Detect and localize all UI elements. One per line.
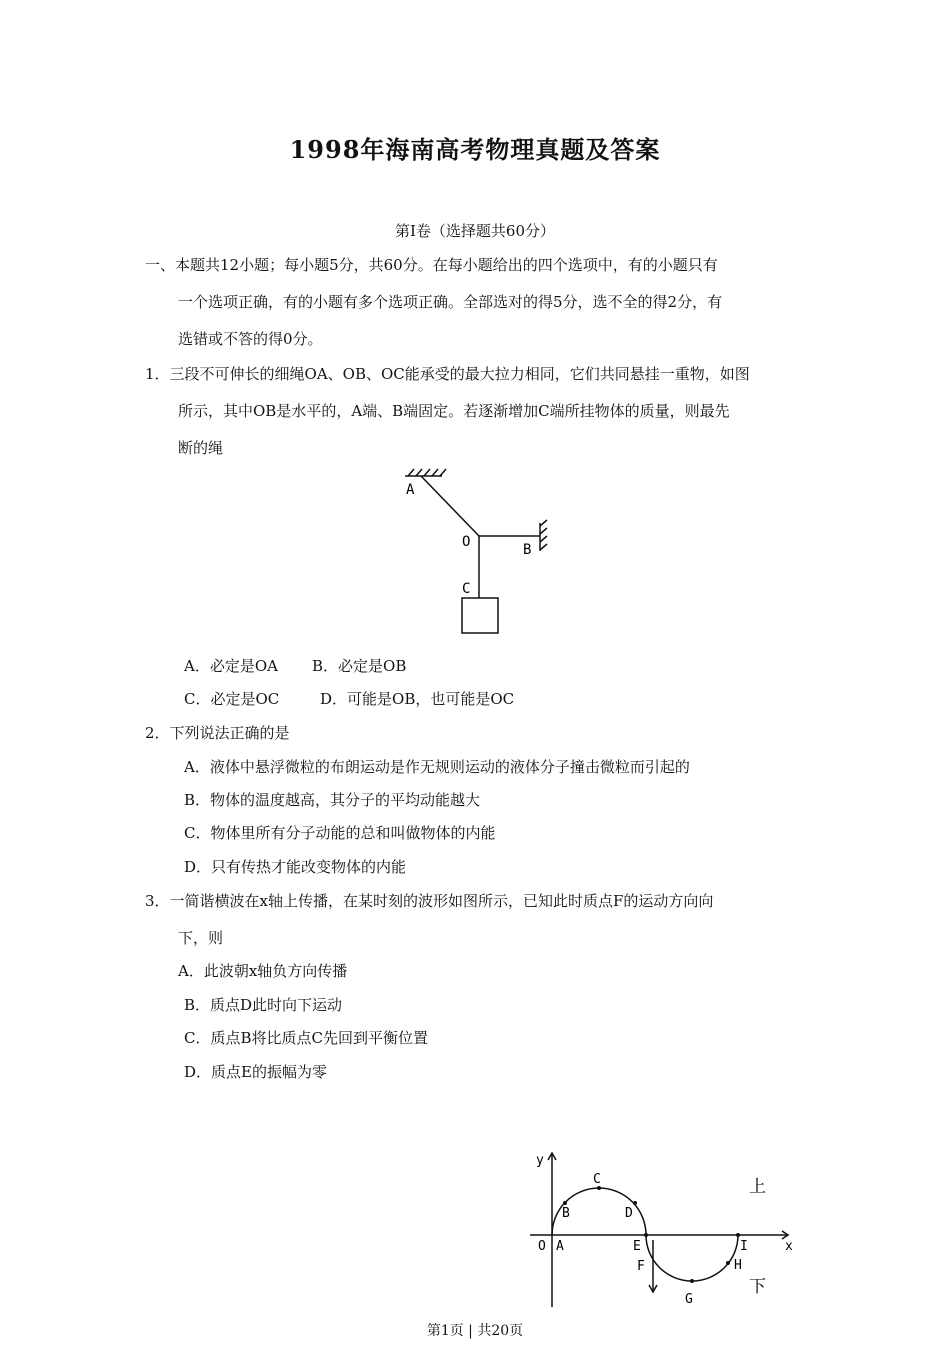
question-2-option-c: C．物体里所有分子动能的总和叫做物体的内能 — [184, 824, 496, 842]
instructions-line-1: 一、本题共12小题；每小题5分，共60分。在每小题给出的四个选项中，有的小题只有 — [145, 256, 718, 274]
label-c: C — [462, 581, 471, 597]
question-1-option-d: D．可能是OB，也可能是OC — [320, 690, 515, 708]
question-1-line-1: 1．三段不可伸长的细绳OA、OB、OC能承受的最大拉力相同，它们共同悬挂一重物，如图 — [145, 365, 750, 383]
label-origin: O — [538, 1239, 546, 1254]
rope-diagram — [400, 468, 570, 643]
label-c: C — [593, 1172, 601, 1187]
page-title: 1998年海南高考物理真题及答案 — [289, 135, 661, 164]
label-y: y — [536, 1153, 544, 1168]
label-d: D — [625, 1206, 633, 1221]
instructions-line-3: 选错或不答的得0分。 — [178, 330, 323, 348]
question-1-line-3: 断的绳 — [178, 439, 224, 457]
label-o: O — [462, 534, 471, 550]
label-h: H — [734, 1258, 742, 1273]
question-2-option-a: A．液体中悬浮微粒的布朗运动是作无规则运动的液体分子撞击微粒而引起的 — [184, 758, 690, 776]
section-title: 第Ⅰ卷（选择题共60分） — [394, 222, 555, 240]
label-b: B — [562, 1206, 570, 1221]
question-3-option-b: B．质点D此时向下运动 — [184, 996, 343, 1014]
label-f: F — [637, 1259, 645, 1274]
question-1-option-b: B．必定是OB — [312, 657, 407, 675]
question-1-line-2: 所示，其中OB是水平的，A端、B端固定。若逐渐增加C端所挂物体的质量，则最先 — [178, 402, 730, 420]
question-2-option-b: B．物体的温度越高，其分子的平均动能越大 — [184, 791, 481, 809]
question-3-line-1: 3．一简谐横波在x轴上传播，在某时刻的波形如图所示，已知此时质点F的运动方向向 — [145, 892, 714, 910]
question-3-option-d: D．质点E的振幅为零 — [184, 1063, 327, 1081]
label-g: G — [685, 1292, 693, 1307]
label-down: 下 — [749, 1277, 766, 1297]
label-a: A — [556, 1239, 564, 1254]
label-i: I — [740, 1239, 748, 1254]
question-2-option-d: D．只有传热才能改变物体的内能 — [184, 858, 407, 876]
wave-diagram — [525, 1145, 805, 1315]
question-3-option-a: A．此波朝x轴负方向传播 — [178, 962, 348, 980]
page-footer: 第1页 | 共20页 — [426, 1323, 524, 1339]
question-1-option-a: A．必定是OA — [184, 657, 278, 675]
label-a: A — [406, 482, 415, 498]
label-e: E — [633, 1239, 641, 1254]
label-up: 上 — [749, 1177, 766, 1197]
question-2-stem: 2．下列说法正确的是 — [145, 724, 290, 742]
question-3-option-c: C．质点B将比质点C先回到平衡位置 — [184, 1029, 428, 1047]
question-3-line-2: 下，则 — [178, 929, 224, 947]
label-x: x — [785, 1239, 793, 1254]
question-1-option-c: C．必定是OC — [184, 690, 280, 708]
label-b: B — [523, 542, 532, 558]
instructions-line-2: 一个选项正确，有的小题有多个选项正确。全部选对的得5分，选不全的得2分，有 — [178, 293, 723, 311]
